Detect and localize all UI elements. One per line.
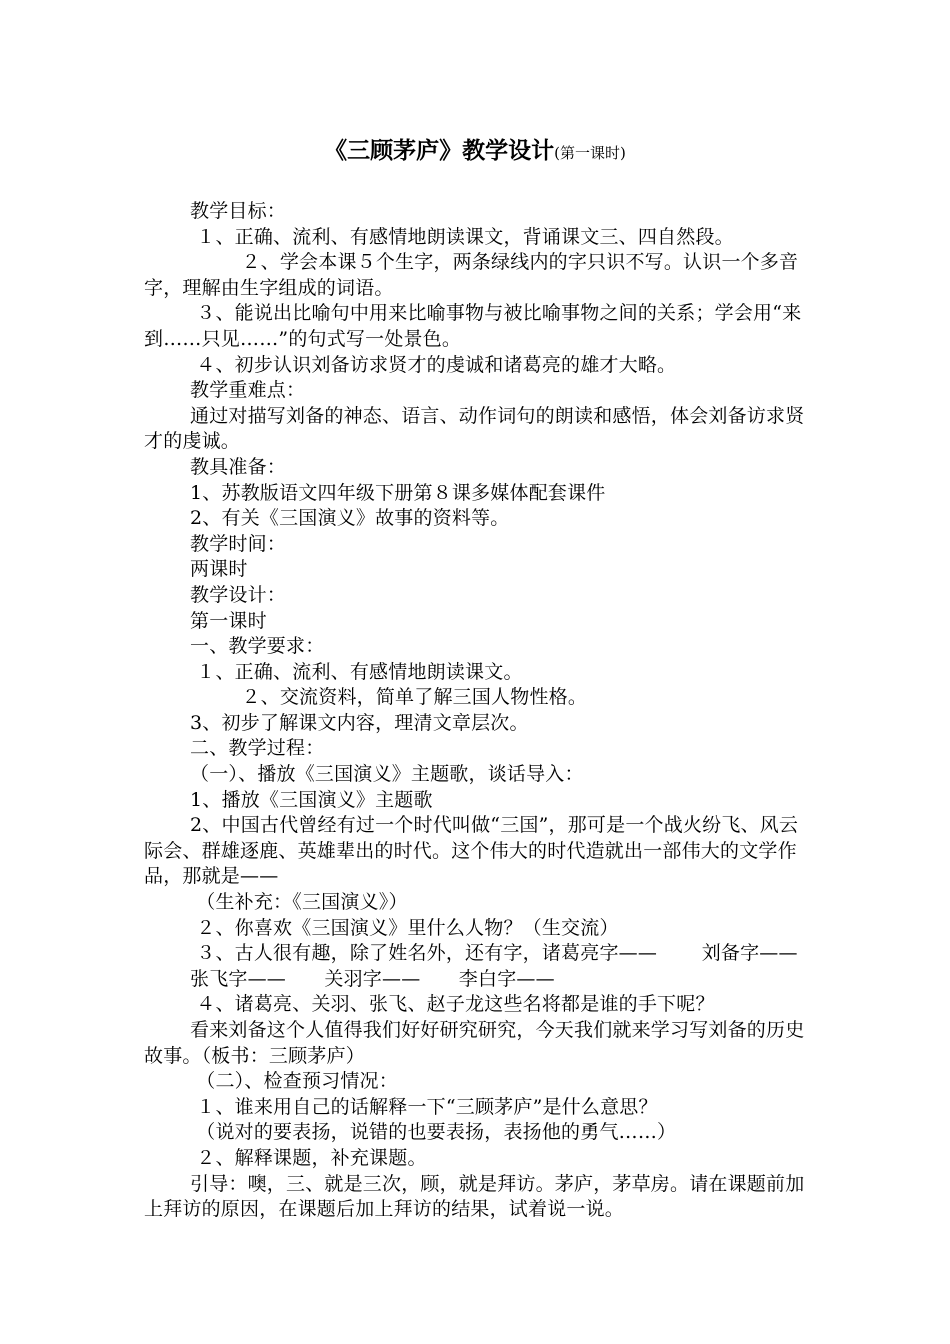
paragraph: 教具准备： [190, 455, 287, 478]
paragraph: １、正确、流利、有感情地朗读课文。 [190, 660, 523, 683]
paragraph: 教学设计： [190, 583, 287, 606]
document-body [144, 199, 812, 1223]
paragraph: 张飞字—— 关羽字—— 李白字—— [190, 967, 555, 990]
paragraph: 看来刘备这个人值得我们好好研究研究，今天我们就来学习写刘备的历史故事。（板书：三顾茅庐） [144, 1019, 805, 1067]
paragraph: 第一课时 [190, 609, 267, 632]
paragraph: ２、交流资料，简单了解三国人物性格。 [216, 686, 588, 709]
paragraph: 一、教学要求： [190, 635, 325, 658]
paragraph: 教学目标： [190, 200, 287, 222]
paragraph: ２、解释课题，补充课题。 [190, 1146, 427, 1169]
paragraph: （二）、检查预习情况： [190, 1070, 398, 1093]
paragraph: ４、诸葛亮、关羽、张飞、赵子龙这些名将都是谁的手下呢？ [190, 993, 715, 1016]
paragraph: 2、有关《三国演义》故事的资料等。 [190, 507, 510, 530]
paragraph: ２、学会本课５个生字，两条绿线内的字只识不写。认识一个多音字，理解由生字组成的词语。 [144, 251, 799, 299]
paragraph: 2、中国古代曾经有过一个时代叫做“三国”，那可是一个战火纷飞、风云际会、群雄逐鹿、英雄辈出的时代。这个伟大的时代造就出一部伟大的文学作品，那就是—— [144, 814, 799, 888]
paragraph: 教学时间： [190, 532, 287, 555]
paragraph: 引导：噢，三、就是三次，顾，就是拜访。茅庐，茅草房。请在课题前加上拜访的原因，在课题后加上拜访的结果，试着说一说。 [144, 1172, 805, 1221]
paragraph: １、正确、流利、有感情地朗读课文，背诵课文三、四自然段。 [190, 225, 734, 248]
title-suffix: (第一课时) [554, 144, 626, 162]
paragraph: （一）、播放《三国演义》主题歌，谈话导入： [190, 763, 584, 786]
paragraph: 二、教学过程： [190, 737, 325, 760]
paragraph: 教学重难点： [190, 379, 306, 402]
paragraph: （生补充：《三国演义》） [190, 891, 408, 914]
title-text: 《三顾茅庐》教学设计 [324, 138, 555, 164]
document-title [0, 136, 950, 168]
paragraph: 两课时 [190, 558, 248, 581]
paragraph: １、谁来用自己的话解释一下“三顾茅庐”是什么意思？ [190, 1095, 658, 1118]
paragraph: ２、你喜欢《三国演义》里什么人物？（生交流） [190, 916, 619, 939]
paragraph: 1、播放《三国演义》主题歌 [190, 788, 433, 811]
paragraph: 通过对描写刘备的神态、语言、动作词句的朗读和感悟，体会刘备访求贤才的虔诚。 [144, 404, 805, 453]
paragraph: （说对的要表扬，说错的也要表扬，表扬他的勇气……） [190, 1121, 677, 1144]
paragraph: 3、初步了解课文内容，理清文章层次。 [190, 711, 529, 734]
paragraph: 1、苏教版语文四年级下册第８课多媒体配套课件 [190, 481, 606, 504]
paragraph: ３、能说出比喻句中用来比喻事物与被比喻事物之间的关系；学会用“来到……只见……”的句式写一处景色。 [144, 302, 802, 350]
paragraph: ３、古人很有趣，除了姓名外，还有字，诸葛亮字—— 刘备字—— [190, 942, 798, 965]
paragraph: ４、初步认识刘备访求贤才的虔诚和诸葛亮的雄才大略。 [190, 353, 677, 376]
